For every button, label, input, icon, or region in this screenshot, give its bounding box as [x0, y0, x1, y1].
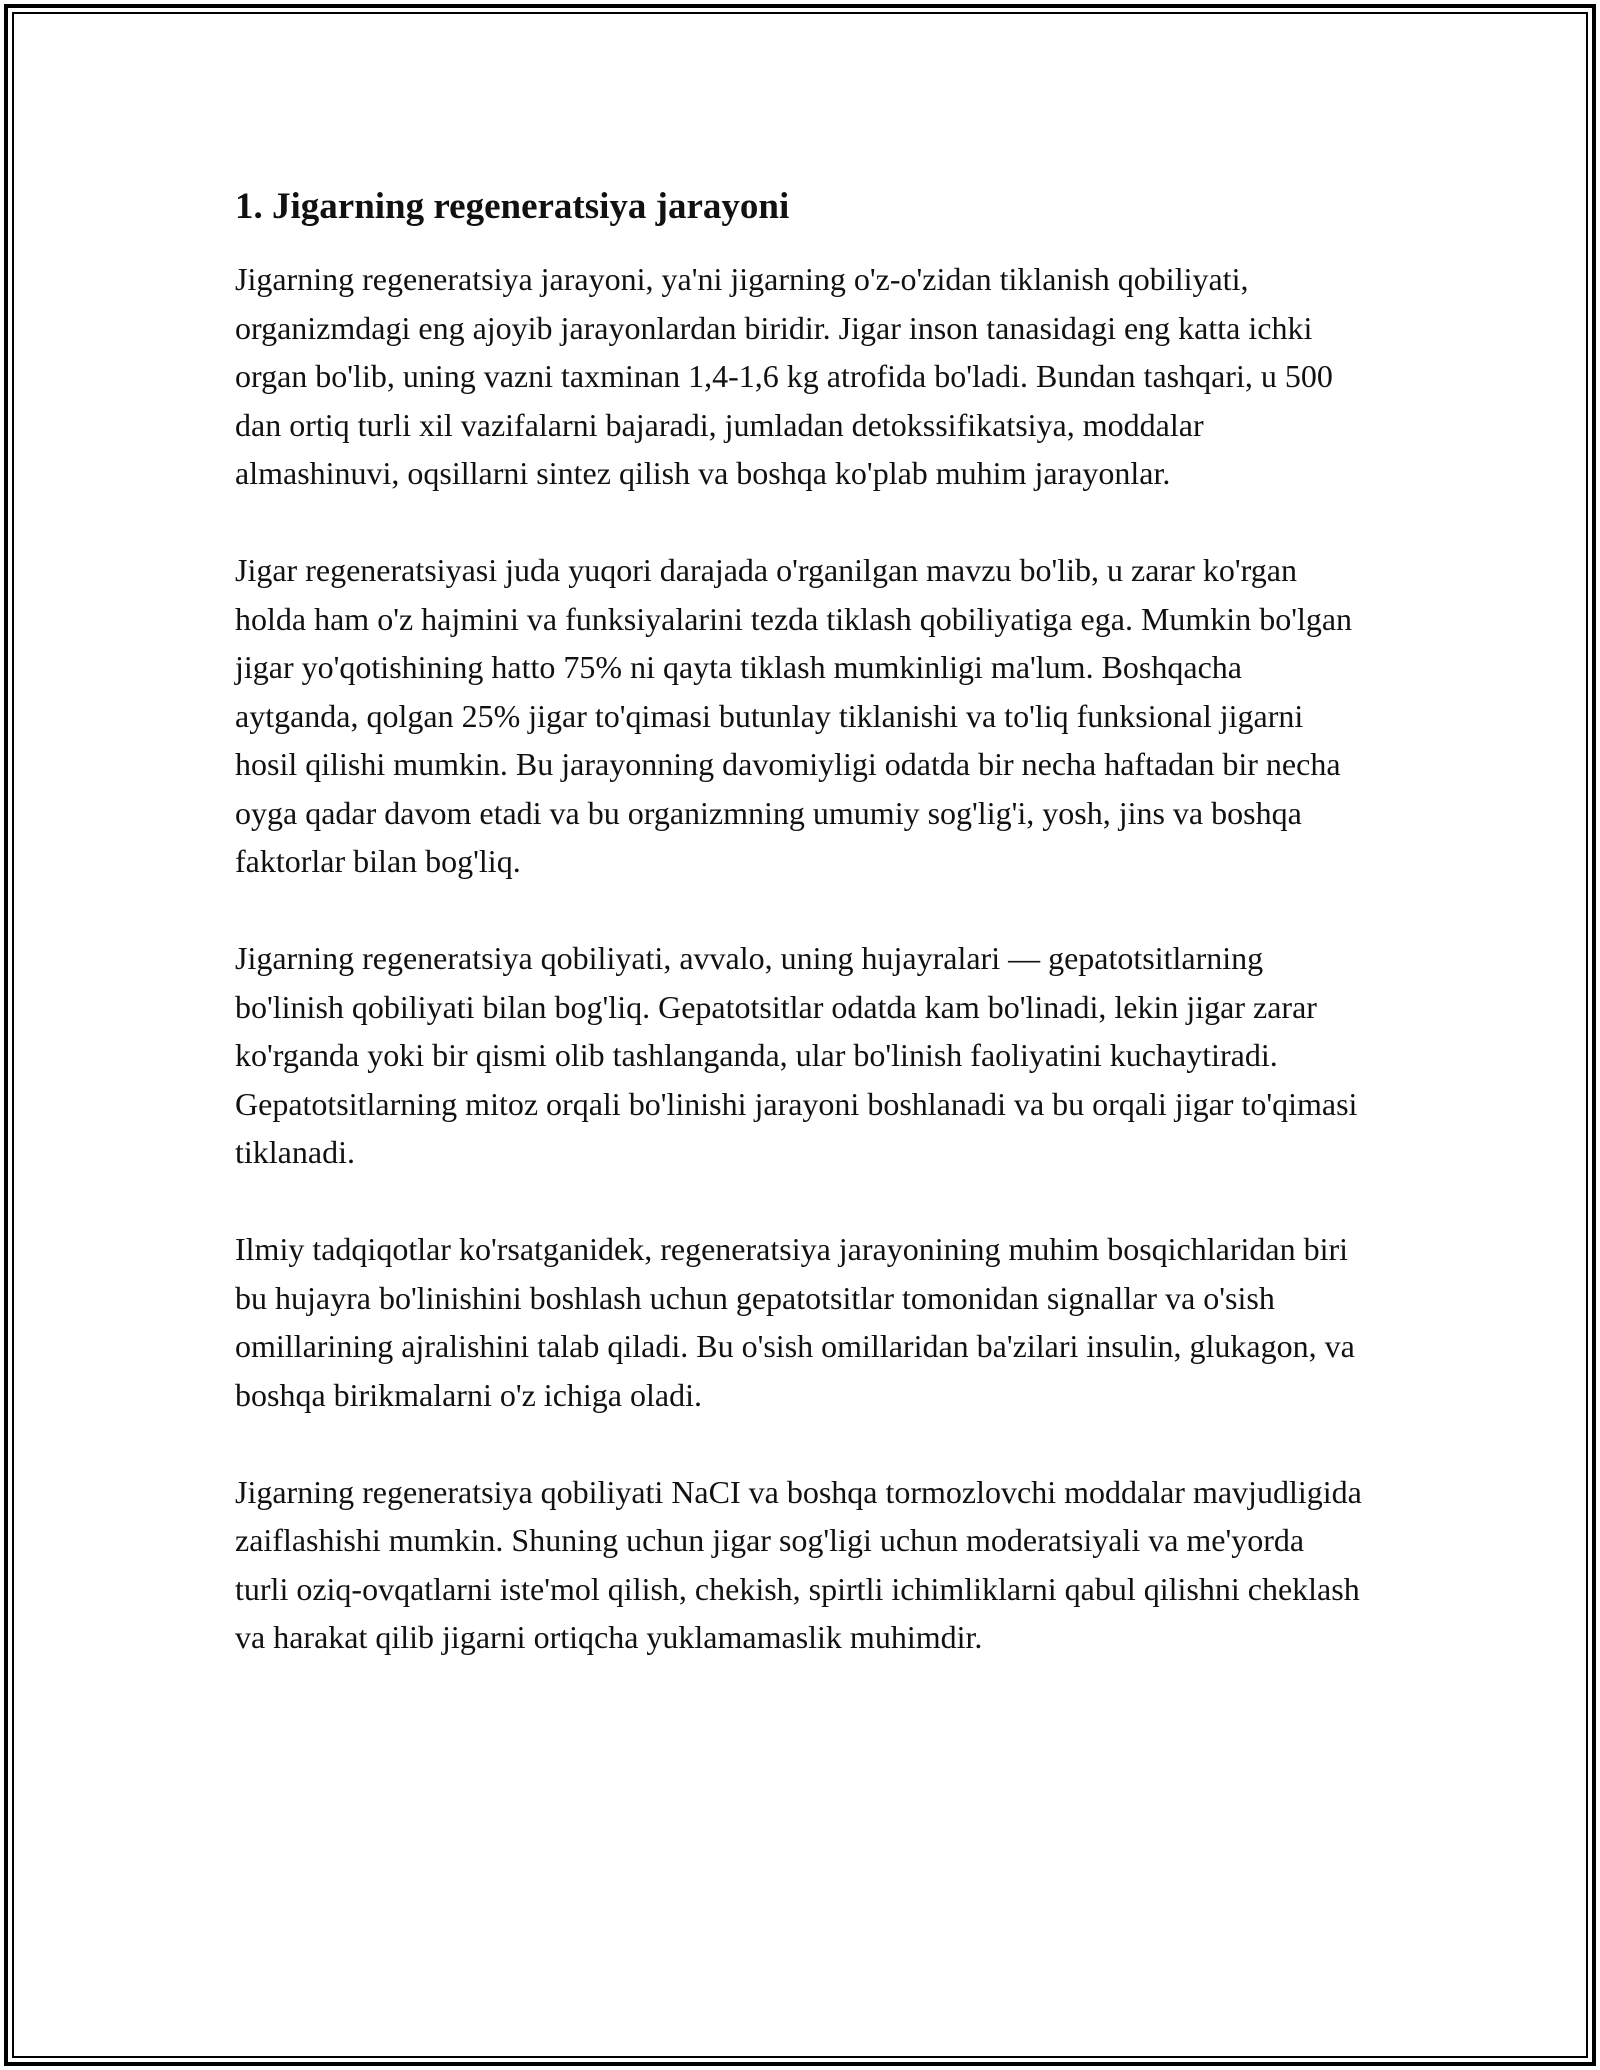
section-heading: 1. Jigarning regeneratsiya jarayoni — [235, 186, 790, 227]
paragraph-growth-factors: Ilmiy tadqiqotlar ko'rsatganidek, regeneratsiya jarayonining muhim bosqichlaridan biri bu hujayra bo'linishini boshlash uchun gepatotsitlar tomonidan signallar va o'sish omillarining ajralishini talab qiladi. Bu o'sish omillaridan ba'zilari insulin, glukagon, va boshqa birikmalarni o'z ichiga oladi. — [235, 1231, 1355, 1413]
paragraph-inhibiting-factors: Jigarning regeneratsiya qobiliyati NaCI va boshqa tormozlovchi moddalar mavjudligida zaiflashishi mumkin. Shuning uchun jigar sog'ligi uchun moderatsiyali va me'yorda turli oziq-ovqatlarni iste'mol qilish, chekish, spirtli ichimliklarni qabul qilishni cheklash va harakat qilib jigarni ortiqcha yuklamamaslik muhimdir. — [235, 1473, 1362, 1655]
document-body — [235, 185, 1365, 1710]
paragraph-hepatocyte-division: Jigarning regeneratsiya qobiliyati, avvalo, uning hujayralari — gepatotsitlarning bo'linish qobiliyati bilan bog'liq. Gepatotsitlar odatda kam bo'linadi, lekin jigar zarar ko'rganda yoki bir qismi olib tashlanganda, ular bo'linish faoliyatini kuchaytiradi. Gepatotsitlarning mitoz orqali bo'linishi jarayoni boshlanadi va bu orqali jigar to'qimasi tiklanadi. — [235, 940, 1358, 1170]
paragraph-regeneration-capacity: Jigar regeneratsiyasi juda yuqori darajada o'rganilgan mavzu bo'lib, u zarar ko'rgan holda ham o'z hajmini va funksiyalarini tezda tiklash qobiliyatiga ega. Mumkin bo'lgan jigar yo'qotishining hatto 75% ni qayta tiklash mumkinligi ma'lum. Boshqacha aytganda, qolgan 25% jigar to'qimasi butunlay tiklanishi va to'liq funksional jigarni hosil qilishi mumkin. Bu jarayonning davomiyligi odatda bir necha haftadan bir necha oyga qadar davom etadi va bu organizmning umumiy sog'lig'i, yosh, jins va boshqa faktorlar bilan bog'liq. — [235, 552, 1353, 879]
paragraph-liver-regeneration-intro: Jigarning regeneratsiya jarayoni, ya'ni jigarning o'z-o'zidan tiklanish qobiliyati, organizmdagi eng ajoyib jarayonlardan biridir. Jigar inson tanasidagi eng katta ichki organ bo'lib, uning vazni taxminan 1,4-1,6 kg atrofida bo'ladi. Bundan tashqari, u 500 dan ortiq turli xil vazifalarni bajaradi, jumladan detokssifikatsiya, moddalar almashinuvi, oqsillarni sintez qilish va boshqa ko'plab muhim jarayonlar. — [235, 261, 1333, 491]
